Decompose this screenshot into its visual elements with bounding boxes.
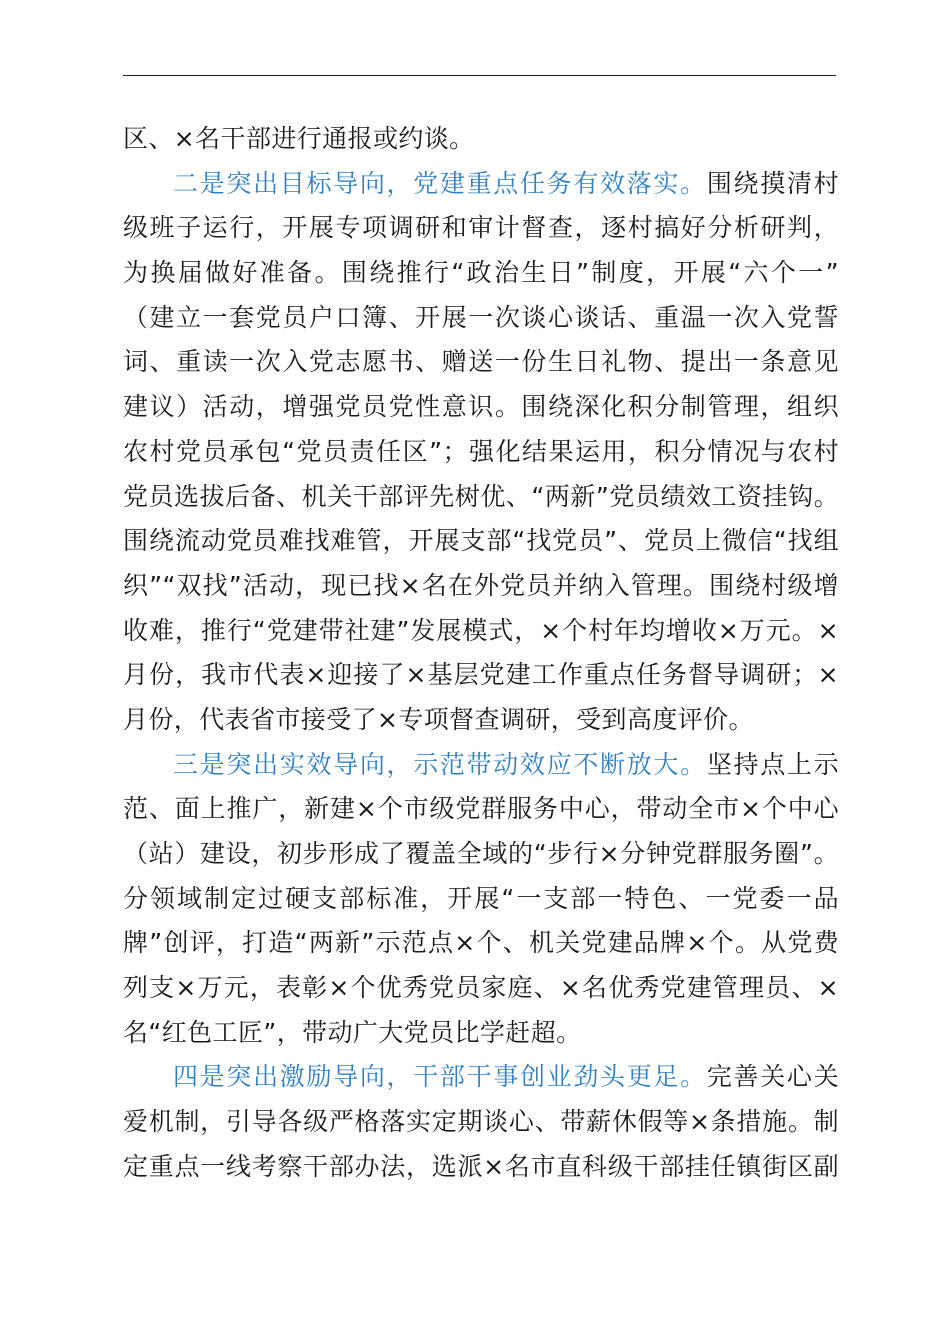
paragraph-line: 建议）活动，增强党员党性意识。围绕深化积分制管理，组织 <box>123 392 839 422</box>
paragraph-line: 围绕流动党员难找难管，开展支部“找党员”、党员上微信“找组 <box>123 526 839 556</box>
paragraph-line: 列支×万元，表彰×个优秀党员家庭、×名优秀党建管理员、× <box>123 973 839 1003</box>
paragraph-line: 牌”创评，打造“两新”示范点×个、机关党建品牌×个。从党费 <box>123 928 839 958</box>
line-text: 区、×名干部进行通报或约谈。 <box>123 124 475 153</box>
paragraph-line: （建立一套党员户口簿、开展一次谈心谈话、重温一次入党誓 <box>123 302 839 332</box>
paragraph-line: 为换届做好准备。围绕推行“政治生日”制度，开展“六个一” <box>123 258 839 288</box>
header-rule <box>123 75 836 76</box>
paragraph-line <box>123 162 839 207</box>
paragraph-line: 织”“双找”活动，现已找×名在外党员并纳入管理。围绕村级增 <box>123 570 839 600</box>
line-text: 围绕摸清村 <box>706 168 839 198</box>
paragraph-line: 农村党员承包“党员责任区”；强化结果运用，积分情况与农村 <box>123 436 839 466</box>
paragraph-line: 分领域制定过硬支部标准，开展“一支部一特色、一党委一品 <box>123 883 839 913</box>
paragraph-line: 月份，我市代表×迎接了×基层党建工作重点任务督导调研；× <box>123 660 839 690</box>
line-text: 坚持点上示 <box>706 749 839 779</box>
paragraph-line: 收难，推行“党建带社建”发展模式，×个村年均增收×万元。× <box>123 615 839 645</box>
body-text <box>123 117 839 1190</box>
paragraph-line: （站）建设，初步形成了覆盖全域的“步行×分钟党群服务圈”。 <box>123 839 839 868</box>
paragraph-line: 党员选拔后备、机关干部评先树优、“两新”党员绩效工资挂钩。 <box>123 481 839 511</box>
paragraph-line <box>123 117 839 162</box>
paragraph-line: 级班子运行，开展专项调研和审计督查，逐村搞好分析研判， <box>123 213 839 243</box>
paragraph-line: 范、面上推广，新建×个市级党群服务中心，带动全市×个中心 <box>123 794 839 824</box>
paragraph-line: 月份，代表省市接受了×专项督查调研，受到高度评价。 <box>123 704 754 734</box>
paragraph-line: 词、重读一次入党志愿书、赠送一份生日礼物、提出一条意见 <box>123 347 839 377</box>
paragraph-line: 定重点一线考察干部办法，选派×名市直科级干部挂任镇街区副 <box>123 1151 839 1181</box>
paragraph-line: 名“红色工匠”，带动广大党员比学赶超。 <box>123 1017 582 1047</box>
paragraph-line <box>123 743 839 788</box>
section-heading-3: 三是突出实效导向，示范带动效应不断放大。 <box>173 749 707 779</box>
section-heading-2: 二是突出目标导向，党建重点任务有效落实。 <box>173 168 707 198</box>
paragraph-line <box>123 1055 839 1100</box>
section-heading-4: 四是突出激励导向，干部干事创业劲头更足。 <box>173 1062 707 1092</box>
line-text: 完善关心关 <box>706 1062 839 1092</box>
paragraph-line: 爱机制，引导各级严格落实定期谈心、带薪休假等×条措施。制 <box>123 1107 839 1137</box>
